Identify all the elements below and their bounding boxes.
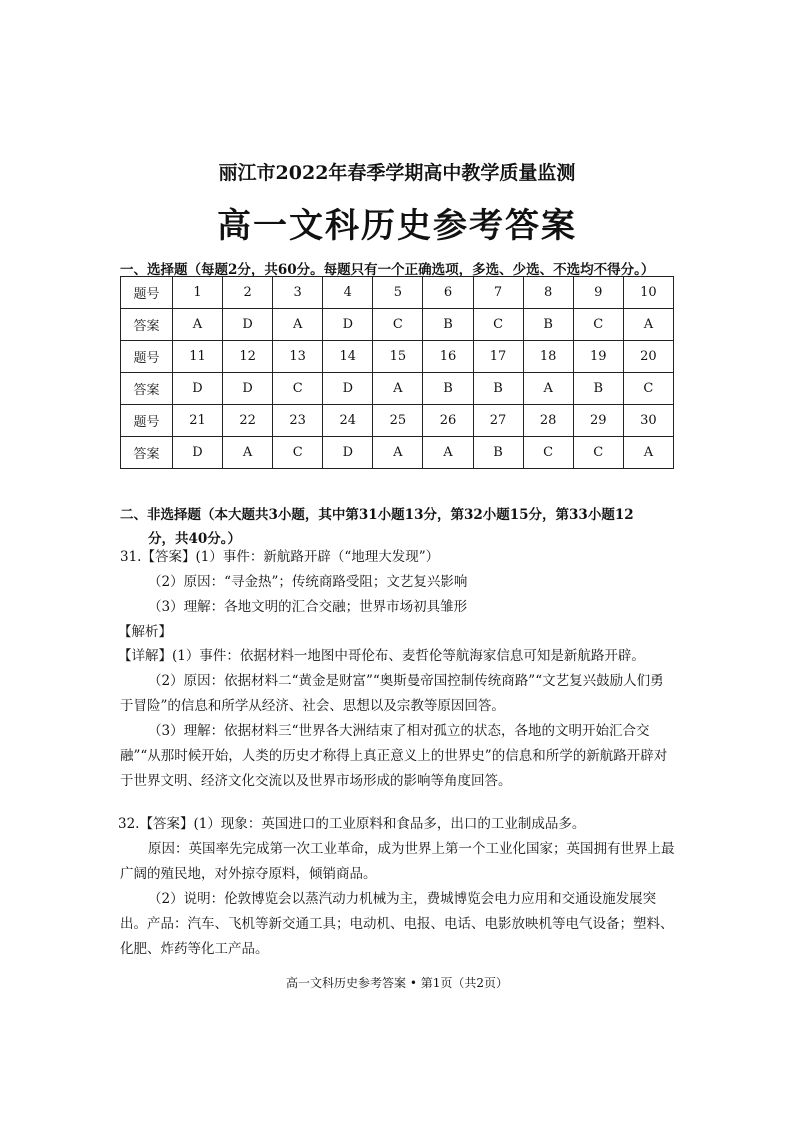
q31-analysis-label: 【解析】: [118, 624, 172, 640]
answer-cell: B: [473, 437, 523, 469]
answer-cell: C: [573, 309, 623, 341]
answer-cell: C: [573, 437, 623, 469]
q31-answer-line1: 31.【答案】(1）事件：新航路开辟（“地理大发现”）: [120, 549, 440, 565]
section1-heading: 一、选择题（每题2分，共60分。每题只有一个正确选项，多选、少选、不选均不得分。）: [120, 262, 655, 278]
answer-cell: D: [323, 437, 373, 469]
answer-cell: D: [323, 309, 373, 341]
table-answer-row: [121, 309, 674, 341]
row-label: 答案: [121, 309, 173, 341]
question-number-cell: 25: [373, 405, 423, 437]
question-number-cell: 12: [223, 341, 273, 373]
q31-detail-reason: （2）原因：依据材料二“黄金是财富”“奥斯曼帝国控制传统商路”“文艺复兴鼓励人们勇于冒险”的信息和所学从经济、社会、思想以及宗教等原因回答。: [120, 673, 664, 714]
table-number-row: [121, 341, 674, 373]
question-number-cell: 2: [223, 277, 273, 309]
question-number-cell: 30: [623, 405, 673, 437]
q31-detail-line1: 【详解】(1）事件：依据材料一地图中哥伦布、麦哲伦等航海家信息可知是新航路开辟。: [118, 648, 645, 664]
question-number-cell: 19: [573, 341, 623, 373]
question-number-cell: 28: [523, 405, 573, 437]
question-number-cell: 22: [223, 405, 273, 437]
answer-cell: A: [373, 373, 423, 405]
answer-cell: D: [223, 373, 273, 405]
q31-answer-line3: （3）理解：各地文明的汇合交融；世界市场初具雏形: [148, 599, 468, 615]
question-number-cell: 18: [523, 341, 573, 373]
q32-explanation: （2）说明：伦敦博览会以蒸汽动力机械为主，费城博览会电力应用和交通设施发展突出。产品：汽车、飞机等新交通工具；电动机、电报、电话、电影放映机等电气设备；塑料、化肥、炸药等化工产品。: [120, 891, 674, 957]
exam-subtitle: 丽江市2022年春季学期高中教学质量监测: [218, 162, 576, 184]
answer-cell: D: [172, 373, 222, 405]
question-number-cell: 29: [573, 405, 623, 437]
question-number-cell: 15: [373, 341, 423, 373]
question-number-cell: 5: [373, 277, 423, 309]
row-label: 题号: [121, 405, 173, 437]
table-answer-row: [121, 437, 674, 469]
question-number-cell: 14: [323, 341, 373, 373]
page-title: 高一文科历史参考答案: [217, 206, 577, 246]
table-answer-row: [121, 373, 674, 405]
q31-detail-understanding: （3）理解：依据材料三“世界各大洲结束了相对孤立的状态，各地的文明开始汇合交融”“从那时候开始，人类的历史才称得上真正意义上的世界史”的信息和所学的新航路开辟对于世界文明、经济文化交流以及世界市场形成的影响等角度回答。: [120, 723, 668, 789]
question-number-cell: 4: [323, 277, 373, 309]
question-number-cell: 8: [523, 277, 573, 309]
question-number-cell: 10: [623, 277, 673, 309]
question-number-cell: 1: [172, 277, 222, 309]
answer-cell: A: [623, 437, 673, 469]
table-number-row: [121, 405, 674, 437]
answer-cell: A: [523, 373, 573, 405]
answer-cell: B: [423, 309, 473, 341]
answer-cell: C: [523, 437, 573, 469]
question-number-cell: 23: [273, 405, 323, 437]
answer-cell: C: [473, 309, 523, 341]
multiple-choice-answer-table: [120, 276, 674, 469]
answer-cell: B: [523, 309, 573, 341]
q31-answer-line2: （2）原因：“寻金热”；传统商路受阻；文艺复兴影响: [148, 574, 468, 590]
answer-cell: A: [623, 309, 673, 341]
answer-cell: C: [623, 373, 673, 405]
answer-cell: A: [423, 437, 473, 469]
page-footer: 高一文科历史参考答案 • 第1页（共2页）: [286, 976, 508, 990]
row-label: 题号: [121, 277, 173, 309]
answer-cell: A: [273, 309, 323, 341]
answer-cell: C: [373, 309, 423, 341]
section2-heading-line2: 分，共40分。）: [148, 531, 242, 547]
question-number-cell: 17: [473, 341, 523, 373]
question-number-cell: 26: [423, 405, 473, 437]
question-number-cell: 3: [273, 277, 323, 309]
answer-cell: A: [223, 437, 273, 469]
section2-heading: [120, 503, 680, 551]
table-number-row: [121, 277, 674, 309]
question-number-cell: 27: [473, 405, 523, 437]
question-number-cell: 13: [273, 341, 323, 373]
answer-cell: A: [172, 309, 222, 341]
question-number-cell: 24: [323, 405, 373, 437]
question-number-cell: 9: [573, 277, 623, 309]
question-number-cell: 11: [172, 341, 222, 373]
q32-answer-line1: 32.【答案】(1）现象：英国进口的工业原料和食品多，出口的工业制成品多。: [118, 816, 586, 832]
question-number-cell: 21: [172, 405, 222, 437]
row-label: 题号: [121, 341, 173, 373]
answer-cell: B: [423, 373, 473, 405]
answer-cell: B: [573, 373, 623, 405]
section2-heading-line1: 二、非选择题（本大题共3小题，其中第31小题13分，第32小题15分，第33小题12: [120, 507, 634, 523]
question-number-cell: 20: [623, 341, 673, 373]
answer-cell: C: [273, 373, 323, 405]
answer-cell: D: [223, 309, 273, 341]
question-number-cell: 16: [423, 341, 473, 373]
question-number-cell: 7: [473, 277, 523, 309]
row-label: 答案: [121, 373, 173, 405]
row-label: 答案: [121, 437, 173, 469]
answer-cell: A: [373, 437, 423, 469]
answer-cell: C: [273, 437, 323, 469]
q32-reason: 原因：英国率先完成第一次工业革命，成为世界上第一个工业化国家；英国拥有世界上最广阔的殖民地，对外掠夺原料，倾销商品。: [120, 841, 675, 882]
question-number-cell: 6: [423, 277, 473, 309]
answer-cell: D: [323, 373, 373, 405]
answer-cell: D: [172, 437, 222, 469]
answer-cell: B: [473, 373, 523, 405]
